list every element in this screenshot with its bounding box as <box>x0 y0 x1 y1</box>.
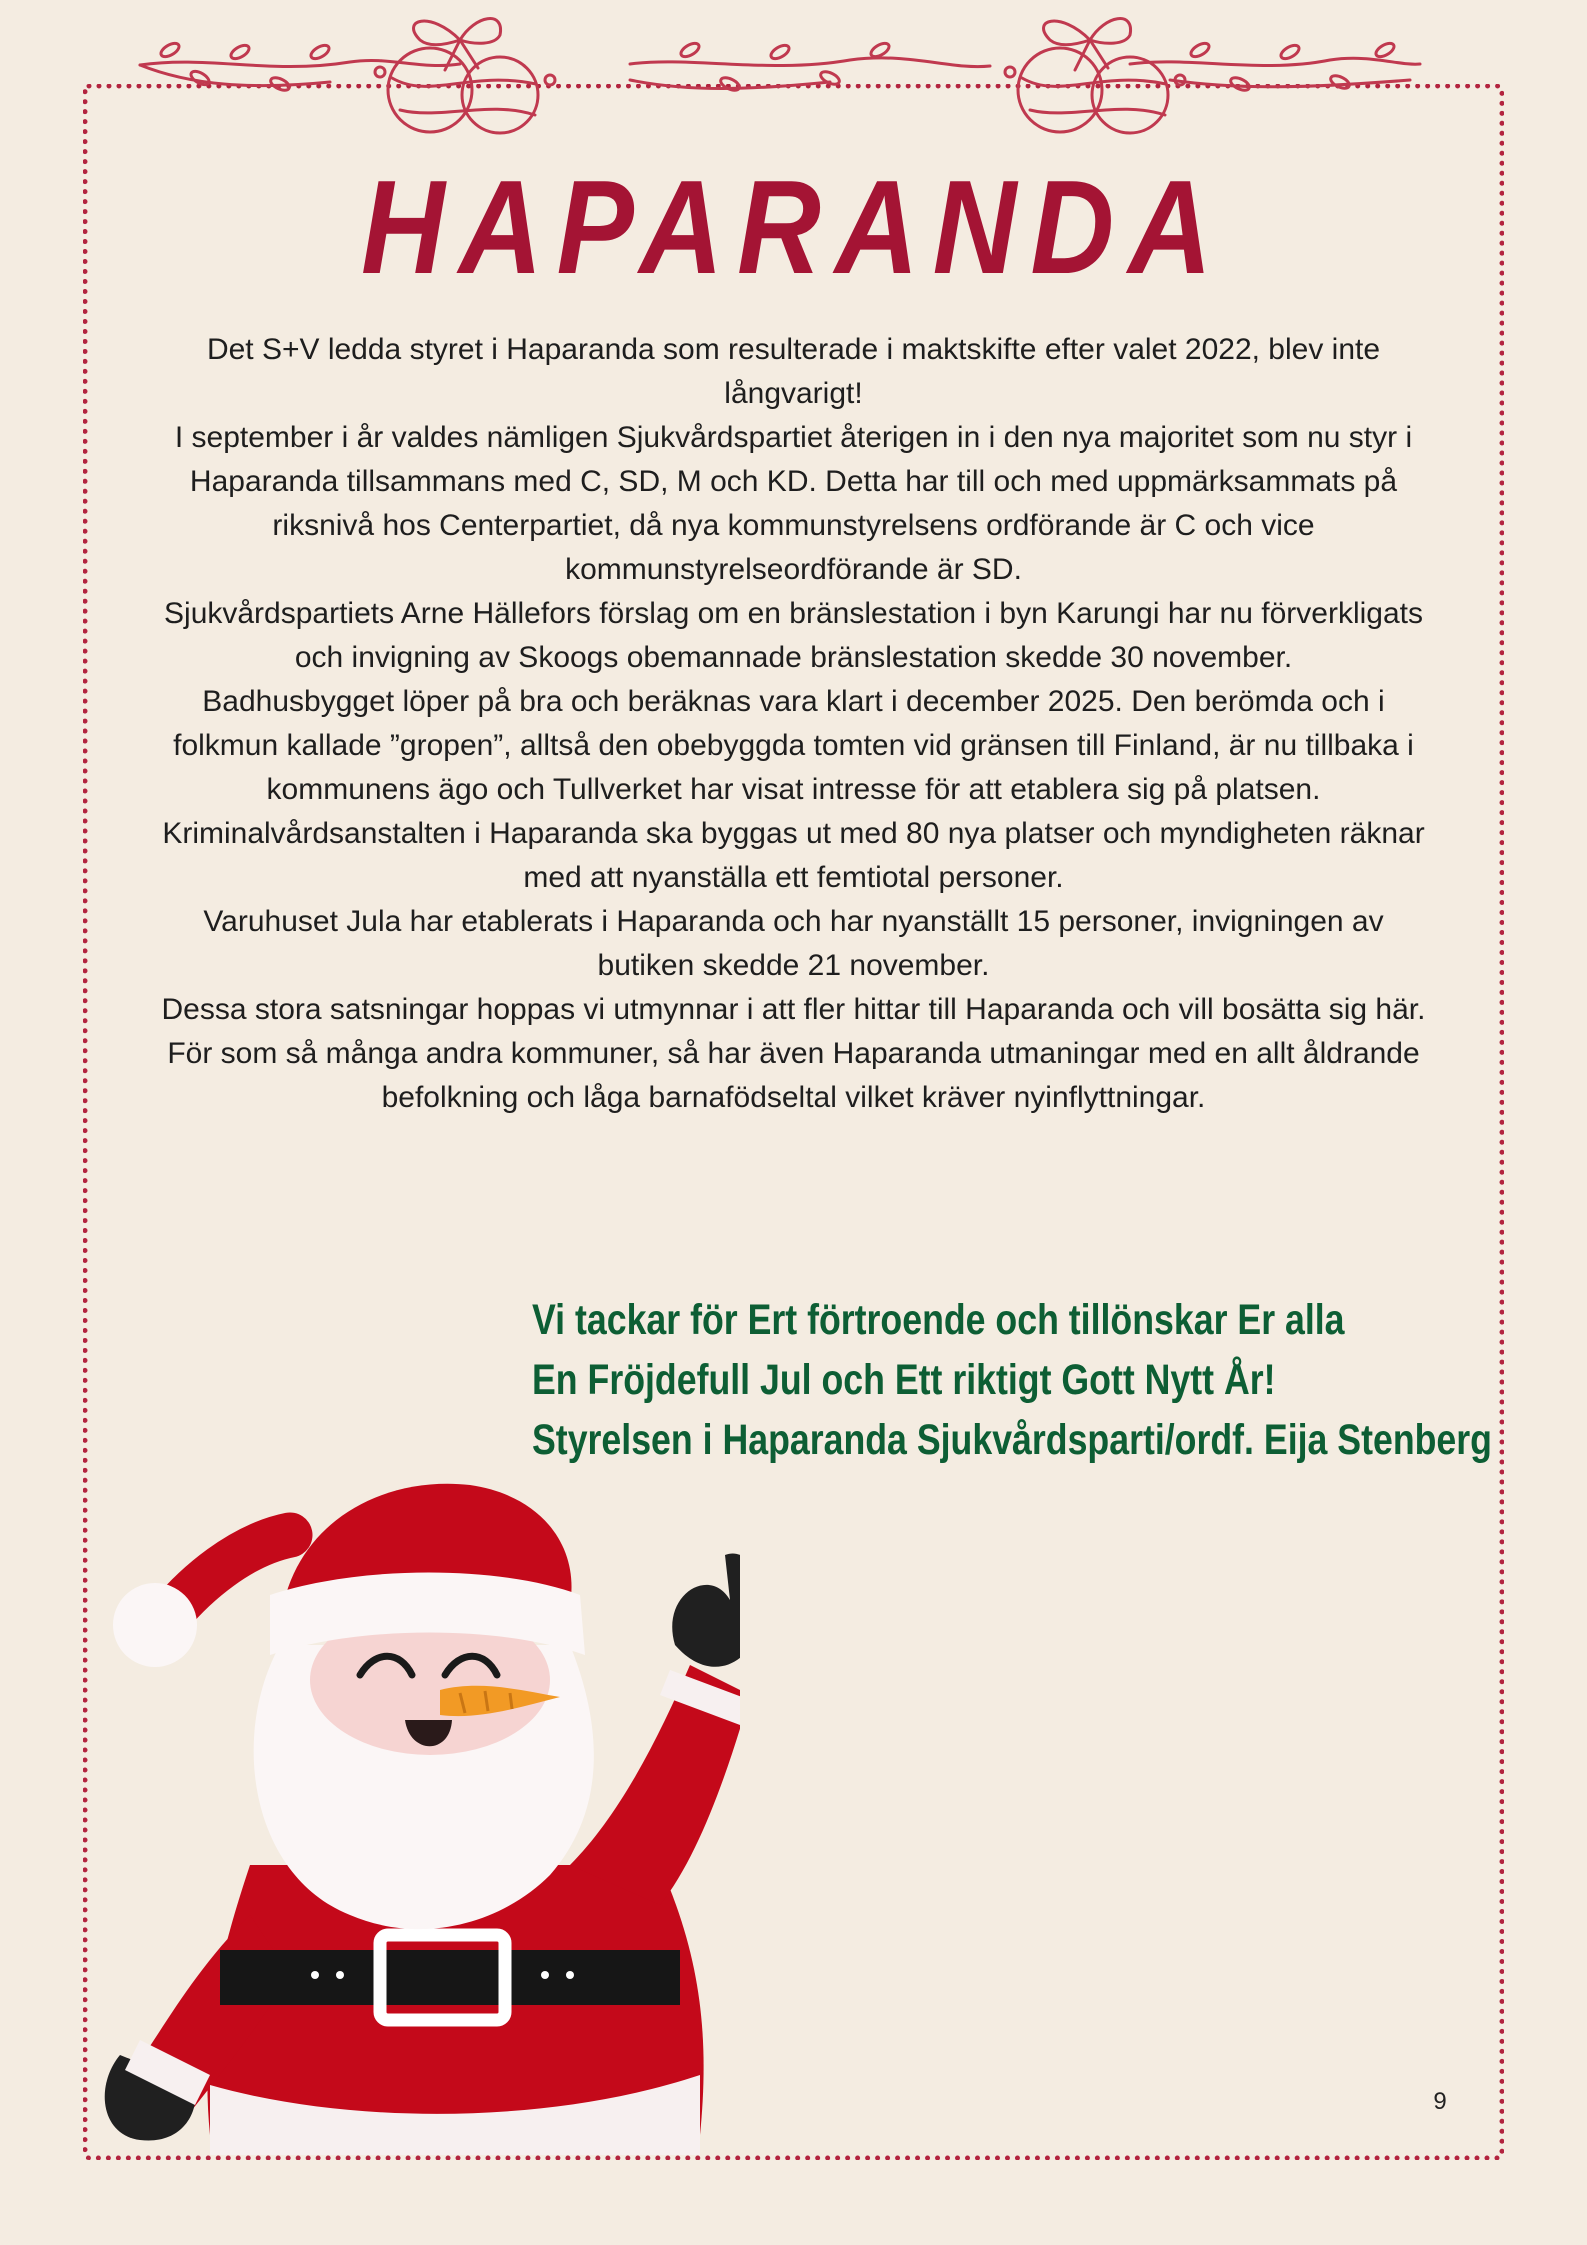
santa-claus-illustration-icon <box>100 1435 740 2155</box>
greeting-signature: Styrelsen i Haparanda Sjukvårdsparti/ordf. Eija Stenberg <box>532 1416 1492 1464</box>
greeting-line: En Fröjdefull Jul och Ett riktigt Gott Nytt År! <box>532 1356 1276 1404</box>
paragraph: Kriminalvårdsanstalten i Haparanda ska byggas ut med 80 nya platser och myndigheten räknar med att nyanställa ett femtiotal personer. <box>162 817 1425 894</box>
greeting-line: Vi tackar för Ert förtroende och tillönskar Er alla <box>532 1296 1345 1344</box>
paragraph: Varuhuset Jula har etablerats i Haparanda och har nyanställt 15 personer, invigningen av butiken skedde 21 november. <box>203 905 1384 982</box>
page-number: 9 <box>1433 2088 1447 2115</box>
christmas-ornament-garland-icon <box>130 0 1430 145</box>
paragraph: Sjukvårdspartiets Arne Hällefors förslag om en bränslestation i byn Karungi har nu förverkligats och invigning av Skoogs obemannade bränslestation skedde 30 november. <box>164 597 1423 674</box>
paragraph: Det S+V ledda styret i Haparanda som resulterade i maktskifte efter valet 2022, blev inte långvarigt! <box>206 333 1381 410</box>
paragraph: Badhusbygget löper på bra och beräknas vara klart i december 2025. Den berömda och i folkmun kallade ”gropen”, alltså den obebyggda tomten vid gränsen till Finland, är nu tillbaka i kommunens ägo och Tullverket har visat intresse för att etablera sig på platsen. <box>173 685 1414 806</box>
paragraph: I september i år valdes nämligen Sjukvårdspartiet återigen in i den nya majoritet som nu styr i Haparanda tillsammans med C, SD, M och KD. Detta har till och med uppmärksammats på riksnivå hos Centerpartiet, då nya kommunstyrelsens ordförande är C och vice kommunstyrelseordförande är SD. <box>174 421 1413 586</box>
paragraph: Dessa stora satsningar hoppas vi utmynnar i att fler hittar till Haparanda och vill bosätta sig här. För som så många andra kommuner, så har även Haparanda utmaningar med en allt åldrande befolkning och låga barnafödseltal vilket kräver nyinflyttningar. <box>161 993 1426 1114</box>
page-title: HAPARANDA <box>361 152 1226 302</box>
article-body <box>160 328 1427 1120</box>
